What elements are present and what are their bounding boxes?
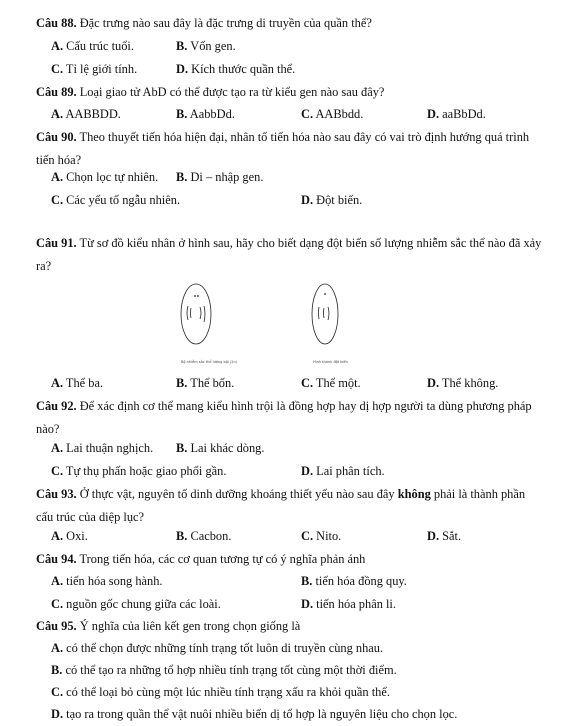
option-letter: C. — [301, 529, 314, 543]
option-88-a — [51, 36, 134, 56]
question-text: Ý nghĩa của liên kết gen trong chọn giống là — [76, 619, 301, 633]
question-94-stem — [36, 548, 542, 571]
question-91-stem — [36, 232, 542, 278]
option-text: có thể loại bỏ cùng một lúc nhiều tính trạng xấu ra khỏi quần thể. — [63, 685, 390, 699]
option-93-b — [176, 526, 231, 546]
option-letter: D. — [301, 597, 314, 611]
option-letter: B. — [301, 574, 313, 588]
option-93-d — [427, 526, 461, 546]
question-90-stem — [36, 126, 542, 172]
option-text: Thể ba. — [63, 376, 104, 390]
option-letter: B. — [176, 170, 188, 184]
option-93-c — [301, 526, 341, 546]
option-letter: A. — [51, 170, 64, 184]
question-number: Câu 89. — [36, 85, 77, 99]
question-number: Câu 95. — [36, 619, 77, 633]
option-letter: B. — [176, 441, 188, 455]
cell-membrane — [312, 284, 338, 344]
option-91-c — [301, 373, 361, 393]
option-92-c — [51, 461, 226, 481]
option-letter: D. — [176, 62, 189, 76]
option-text: Nito. — [313, 529, 342, 543]
option-88-d — [176, 59, 295, 79]
option-text: Lai phân tích. — [313, 464, 385, 478]
option-letter: A. — [51, 441, 64, 455]
option-text: tiến hóa song hành. — [63, 574, 163, 588]
option-letter: D. — [427, 529, 440, 543]
option-text: Các yếu tố ngẫu nhiên. — [63, 193, 181, 207]
option-text: AabbDd. — [187, 107, 235, 121]
emphasis-word: không — [397, 487, 431, 501]
chromosome — [187, 306, 188, 320]
option-letter: C. — [51, 62, 64, 76]
option-text: Lai khác dòng. — [187, 441, 265, 455]
option-letter: A. — [51, 641, 64, 655]
question-text: Theo thuyết tiến hóa hiện đại, nhân tố tiến hóa nào sau đây có vai trò định hướng quá trình tiến hóa? — [36, 130, 530, 167]
chromosome-dot — [197, 295, 199, 297]
option-95-c — [51, 682, 390, 702]
chromosome — [200, 307, 201, 319]
option-text: Kích thước quần thể. — [188, 62, 296, 76]
option-text: Thể không. — [439, 376, 499, 390]
option-90-d — [301, 190, 362, 210]
option-92-d — [301, 461, 385, 481]
option-text: Thể một. — [313, 376, 361, 390]
option-94-c — [51, 594, 221, 614]
normal-cell-figure — [176, 280, 236, 354]
option-88-c — [51, 59, 137, 79]
option-text: nguồn gốc chung giữa các loài. — [63, 597, 221, 611]
option-text: có thể chọn được những tính trạng tốt luôn di truyền cùng nhau. — [63, 641, 384, 655]
question-number: Câu 90. — [36, 130, 77, 144]
question-text: Ở thực vật, nguyên tố dinh dưỡng khoáng thiết yếu nào sau đây — [76, 487, 398, 501]
option-text: có thể tạo ra những tổ hợp nhiều tính trạng tốt cùng một thời điểm. — [62, 663, 397, 677]
option-text: aaBbDd. — [439, 107, 486, 121]
option-letter: D. — [301, 193, 314, 207]
option-letter: C. — [51, 597, 64, 611]
option-text: Vốn gen. — [187, 39, 236, 53]
option-text: Tỉ lệ giới tính. — [63, 62, 138, 76]
option-94-b — [301, 571, 407, 591]
option-text: Đột biến. — [313, 193, 363, 207]
option-91-a — [51, 373, 103, 393]
option-93-a — [51, 526, 88, 546]
option-94-d — [301, 594, 396, 614]
option-letter: C. — [51, 193, 64, 207]
question-text: Đặc trưng nào sau đây là đặc trưng di truyền của quần thể? — [76, 16, 372, 30]
cell-membrane — [181, 284, 211, 344]
option-letter: B. — [176, 107, 188, 121]
option-letter: D. — [427, 107, 440, 121]
option-text: Tự thụ phấn hoặc giao phối gần. — [63, 464, 227, 478]
question-number: Câu 94. — [36, 552, 77, 566]
option-letter: B. — [176, 39, 188, 53]
chromosome — [328, 307, 329, 320]
chromosome — [191, 308, 192, 318]
question-text: Trong tiến hóa, các cơ quan tương tự có ý nghĩa phản ánh — [76, 552, 366, 566]
option-text: Lai thuận nghịch. — [63, 441, 154, 455]
question-text: Từ sơ đồ kiểu nhân ở hình sau, hãy cho biết dạng đột biến số lượng nhiễm sắc thể nào đã xảy ra? — [36, 236, 542, 273]
option-89-b — [176, 104, 235, 124]
question-93-stem — [36, 483, 542, 529]
option-letter: B. — [176, 376, 188, 390]
option-letter: B. — [51, 663, 63, 677]
question-number: Câu 88. — [36, 16, 77, 30]
option-90-b — [176, 167, 263, 187]
option-90-c — [51, 190, 180, 210]
question-number: Câu 92. — [36, 399, 77, 413]
option-letter: C. — [301, 107, 314, 121]
option-89-d — [427, 104, 486, 124]
option-text: tạo ra trong quần thể vật nuôi nhiều biến dị tổ hợp là nguyên liệu cho chọn lọc. — [63, 707, 458, 721]
option-text: Cấu trúc tuổi. — [63, 39, 134, 53]
option-text: tiến hóa phân li. — [313, 597, 396, 611]
chromosome-dot — [324, 293, 326, 295]
mutant-cell-figure — [305, 280, 355, 354]
option-letter: B. — [176, 529, 188, 543]
option-94-a — [51, 571, 163, 591]
option-89-c — [301, 104, 363, 124]
question-89-stem — [36, 81, 542, 104]
option-95-b — [51, 660, 397, 680]
option-letter: D. — [51, 707, 64, 721]
question-95-stem — [36, 615, 542, 638]
option-text: AABbdd. — [313, 107, 364, 121]
option-95-a — [51, 638, 383, 658]
option-92-b — [176, 438, 264, 458]
option-text: Thể bốn. — [187, 376, 235, 390]
question-text: phải là thành phần cấu trúc của diệp lục? — [36, 487, 526, 524]
option-letter: A. — [51, 107, 64, 121]
option-text: Di – nhập gen. — [187, 170, 264, 184]
question-92-stem — [36, 395, 542, 441]
chromosome — [319, 307, 320, 319]
question-number: Câu 91. — [36, 236, 77, 250]
option-letter: A. — [51, 574, 64, 588]
question-88-stem — [36, 12, 542, 35]
option-text: Cacbon. — [187, 529, 232, 543]
option-letter: D. — [301, 464, 314, 478]
option-letter: C. — [301, 376, 314, 390]
option-text: Chọn lọc tự nhiên. — [63, 170, 159, 184]
question-text: Để xác định cơ thể mang kiểu hình trội là đồng hợp hay dị hợp người ta dùng phương pháp nào? — [36, 399, 532, 436]
option-89-a — [51, 104, 121, 124]
figure-caption-mutant: Hình thành đột biến — [313, 360, 348, 364]
option-letter: A. — [51, 39, 64, 53]
option-88-b — [176, 36, 236, 56]
option-95-d — [51, 704, 457, 724]
option-text: tiến hóa đồng quy. — [312, 574, 407, 588]
option-letter: A. — [51, 529, 64, 543]
option-letter: C. — [51, 685, 64, 699]
option-letter: A. — [51, 376, 64, 390]
figure-caption-normal: Bộ nhiễm sắc thể lưỡng bội (2n) — [181, 360, 238, 364]
option-90-a — [51, 167, 158, 187]
option-text: Oxi. — [63, 529, 88, 543]
question-number: Câu 93. — [36, 487, 77, 501]
option-letter: C. — [51, 464, 64, 478]
chromosome — [204, 306, 205, 322]
question-text: Loại giao tử AbD có thể được tạo ra từ kiểu gen nào sau đây? — [76, 85, 385, 99]
option-text: AABBDD. — [63, 107, 121, 121]
option-92-a — [51, 438, 153, 458]
option-text: Sắt. — [439, 529, 462, 543]
option-91-b — [176, 373, 234, 393]
chromosome-dot — [194, 295, 196, 297]
option-91-d — [427, 373, 498, 393]
option-letter: D. — [427, 376, 440, 390]
chromosome — [324, 308, 325, 318]
